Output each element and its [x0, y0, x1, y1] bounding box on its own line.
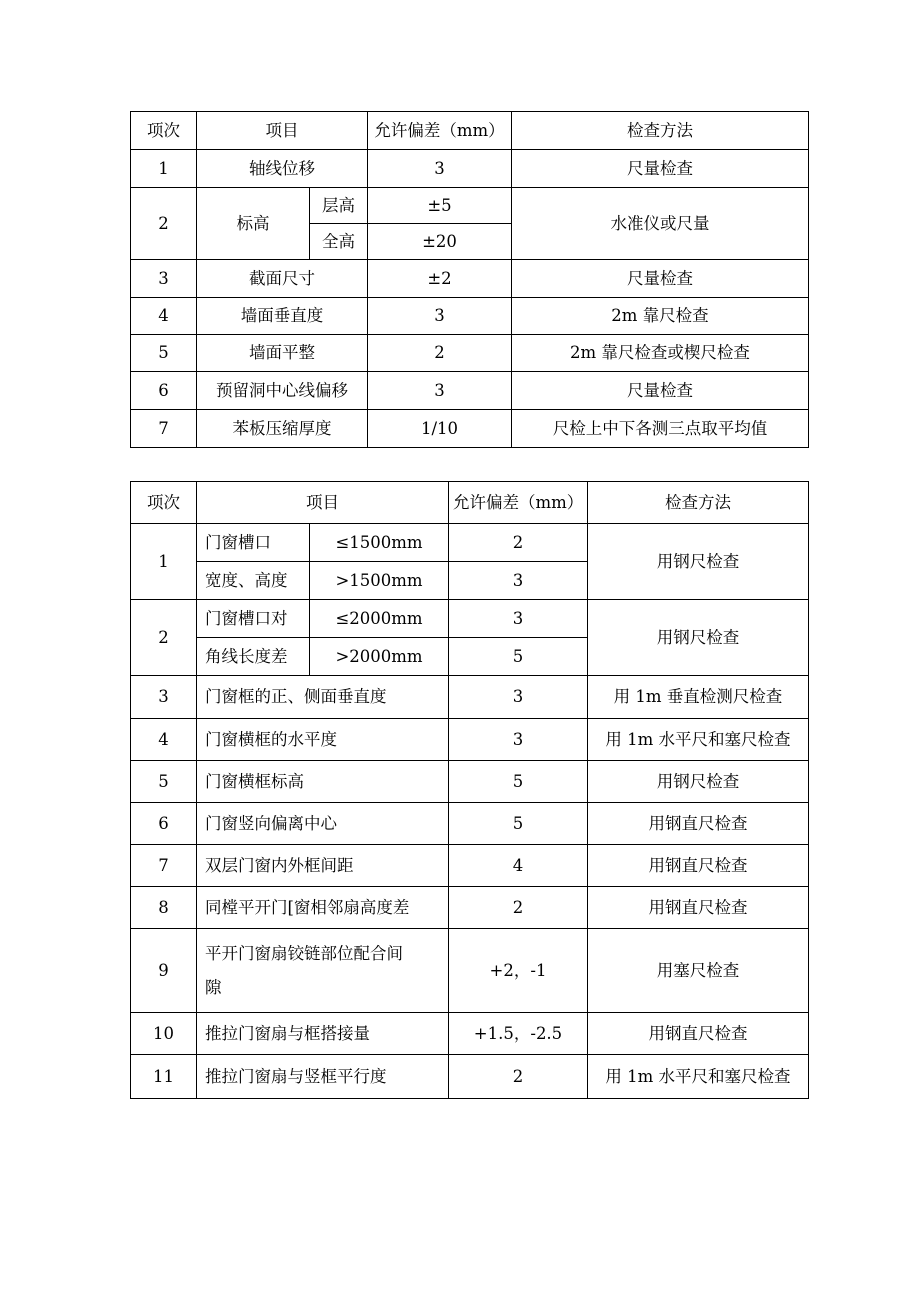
- row-item-line: 平开门窗扇铰链部位配合间: [205, 943, 403, 963]
- row-tolerance: 2: [449, 524, 588, 562]
- row-no: 6: [131, 803, 197, 845]
- row-item: 角线长度差: [197, 638, 310, 676]
- table-row: [131, 1055, 809, 1099]
- row-subitem: 全高: [310, 224, 368, 260]
- table-row: [131, 761, 809, 803]
- row-method: 用钢尺检查: [588, 761, 809, 803]
- row-no: 1: [131, 150, 197, 188]
- table-row: [131, 887, 809, 929]
- row-no: 3: [131, 676, 197, 719]
- header-no: 项次: [131, 482, 197, 524]
- row-subitem: >1500mm: [310, 562, 449, 600]
- row-method: 用 1m 水平尺和塞尺检查: [588, 1055, 809, 1099]
- row-item: 墙面平整: [197, 335, 368, 372]
- row-item: 推拉门窗扇与框搭接量: [197, 1013, 449, 1055]
- row-tolerance: 4: [449, 845, 588, 887]
- row-method: 尺量检查: [512, 260, 809, 298]
- header-item: 项目: [197, 482, 449, 524]
- row-item: 门窗横框的水平度: [197, 719, 449, 761]
- row-method: 用钢直尺检查: [588, 1013, 809, 1055]
- table-header-row: [131, 482, 809, 524]
- header-no: 项次: [131, 112, 197, 150]
- row-item: 同樘平开门[窗相邻扇高度差: [197, 887, 449, 929]
- table-row: [131, 524, 809, 562]
- row-no: 7: [131, 845, 197, 887]
- row-no: 3: [131, 260, 197, 298]
- table-row: [131, 260, 809, 298]
- row-subitem: ≤2000mm: [310, 600, 449, 638]
- row-tolerance: 2: [368, 335, 512, 372]
- header-item: 项目: [197, 112, 368, 150]
- row-item: 苯板压缩厚度: [197, 410, 368, 448]
- table-row: [131, 1013, 809, 1055]
- row-tolerance: 5: [449, 638, 588, 676]
- row-no: 2: [131, 600, 197, 676]
- row-no: 10: [131, 1013, 197, 1055]
- header-tolerance: 允许偏差（mm）: [368, 112, 512, 150]
- row-no: 6: [131, 372, 197, 410]
- table-row: [131, 372, 809, 410]
- row-tolerance: 3: [449, 600, 588, 638]
- row-tolerance: 3: [368, 372, 512, 410]
- tolerance-table-2: [130, 481, 809, 1099]
- row-item: 墙面垂直度: [197, 298, 368, 335]
- row-method: 用钢直尺检查: [588, 845, 809, 887]
- table-row: [131, 150, 809, 188]
- table-row: [131, 845, 809, 887]
- row-method: 用钢尺检查: [588, 524, 809, 600]
- row-item-line: 隙: [205, 977, 222, 997]
- row-no: 1: [131, 524, 197, 600]
- row-tolerance: 5: [449, 803, 588, 845]
- row-subitem: ≤1500mm: [310, 524, 449, 562]
- row-item: 门窗槽口对: [197, 600, 310, 638]
- table-header-row: [131, 112, 809, 150]
- row-method: 用钢直尺检查: [588, 803, 809, 845]
- row-tolerance: ±5: [368, 188, 512, 224]
- row-method: 2m 靠尺检查或楔尺检查: [512, 335, 809, 372]
- row-method: 用钢尺检查: [588, 600, 809, 676]
- table-row: [131, 600, 809, 638]
- row-no: 9: [131, 929, 197, 1013]
- row-no: 2: [131, 188, 197, 260]
- row-tolerance: 3: [368, 298, 512, 335]
- row-item: 推拉门窗扇与竖框平行度: [197, 1055, 449, 1099]
- row-method: 尺检上中下各测三点取平均值: [512, 410, 809, 448]
- table-row: [131, 410, 809, 448]
- row-tolerance: 2: [449, 1055, 588, 1099]
- table-row: [131, 676, 809, 719]
- tolerance-table-1: [130, 111, 809, 448]
- table-row: [131, 929, 809, 1013]
- table-row: [131, 335, 809, 372]
- table-row: [131, 298, 809, 335]
- row-item: 门窗横框标高: [197, 761, 449, 803]
- row-no: 8: [131, 887, 197, 929]
- row-item: 门窗框的正、侧面垂直度: [197, 676, 449, 719]
- row-item: 轴线位移: [197, 150, 368, 188]
- row-tolerance: 3: [449, 719, 588, 761]
- table-row: [131, 803, 809, 845]
- header-tolerance: 允许偏差（mm）: [449, 482, 588, 524]
- row-tolerance: 5: [449, 761, 588, 803]
- row-item: 标高: [197, 188, 310, 260]
- row-item: 截面尺寸: [197, 260, 368, 298]
- row-method: 用 1m 垂直检测尺检查: [588, 676, 809, 719]
- row-no: 4: [131, 719, 197, 761]
- row-tolerance: 2: [449, 887, 588, 929]
- row-tolerance: ±20: [368, 224, 512, 260]
- row-tolerance: +1.5，-2.5: [449, 1013, 588, 1055]
- row-method: 用塞尺检查: [588, 929, 809, 1013]
- row-method: 尺量检查: [512, 372, 809, 410]
- row-subitem: >2000mm: [310, 638, 449, 676]
- table-row: [131, 719, 809, 761]
- row-no: 7: [131, 410, 197, 448]
- row-no: 5: [131, 335, 197, 372]
- row-tolerance: 1/10: [368, 410, 512, 448]
- row-tolerance: 3: [368, 150, 512, 188]
- header-method: 检查方法: [588, 482, 809, 524]
- row-item: 门窗槽口: [197, 524, 310, 562]
- row-subitem: 层高: [310, 188, 368, 224]
- row-tolerance: 3: [449, 676, 588, 719]
- row-item: 门窗竖向偏离中心: [197, 803, 449, 845]
- row-no: 5: [131, 761, 197, 803]
- header-method: 检查方法: [512, 112, 809, 150]
- row-tolerance: +2，-1: [449, 929, 588, 1013]
- row-item: 双层门窗内外框间距: [197, 845, 449, 887]
- row-method: 用 1m 水平尺和塞尺检查: [588, 719, 809, 761]
- row-no: 11: [131, 1055, 197, 1099]
- row-method: 水准仪或尺量: [512, 188, 809, 260]
- row-item: 宽度、高度: [197, 562, 310, 600]
- row-method: 用钢直尺检查: [588, 887, 809, 929]
- row-method: 尺量检查: [512, 150, 809, 188]
- row-item: 预留洞中心线偏移: [197, 372, 368, 410]
- row-item: [197, 929, 449, 1013]
- row-tolerance: ±2: [368, 260, 512, 298]
- row-method: 2m 靠尺检查: [512, 298, 809, 335]
- table-row: [131, 188, 809, 224]
- row-tolerance: 3: [449, 562, 588, 600]
- row-no: 4: [131, 298, 197, 335]
